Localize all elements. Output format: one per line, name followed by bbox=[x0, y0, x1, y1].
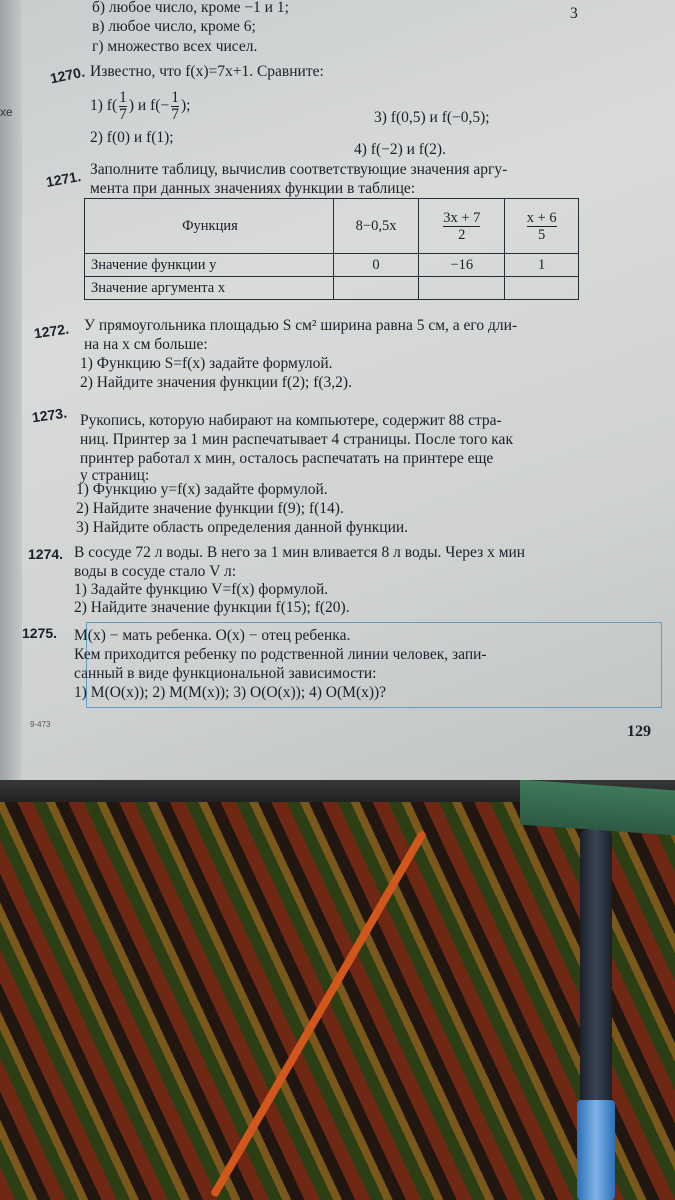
function-table bbox=[84, 198, 579, 300]
partial-line-c: в) любое число, кроме 6; bbox=[92, 18, 256, 35]
problem-1273-line2: ниц. Принтер за 1 мин распечатывает 4 страницы. После того как bbox=[80, 431, 513, 448]
problem-1271-number: 1271. bbox=[44, 168, 83, 190]
textbook-page bbox=[22, 0, 675, 780]
problem-1271-line2: мента при данных значениях функции в таблице: bbox=[90, 180, 416, 197]
problem-1275-line1: M(x) − мать ребенка. O(x) − отец ребенка. bbox=[74, 627, 351, 644]
problem-1270-item1: 1) f( $\frac{1}{7}$ ) и f(− $\frac{1}{7}$ ); bbox=[90, 89, 191, 123]
problem-1270-number: 1270. bbox=[48, 63, 87, 87]
problem-1275-line4: 1) M(O(x)); 2) M(M(x)); 3) O(O(x)); 4) O(M(x))? bbox=[74, 684, 387, 701]
problem-1275-line3: санный в виде функциональной зависимости: bbox=[74, 665, 377, 682]
problem-1273-line7: 3) Найдите область определения данной функции. bbox=[76, 519, 409, 536]
problem-1272-line3: 1) Функцию S=f(x) задайте формулой. bbox=[80, 355, 333, 372]
problem-1272-number: 1272. bbox=[32, 320, 70, 342]
problem-1270-item2: 2) f(0) и f(1); bbox=[90, 129, 174, 146]
left-page-edge bbox=[0, 0, 24, 780]
problem-1270-intro: Известно, что f(x)=7x+1. Сравните: bbox=[90, 63, 324, 80]
problem-1274-line2: воды в сосуде стало V л: bbox=[74, 563, 237, 580]
table-header-col2: $\frac{3x + 7}{2}$ bbox=[419, 199, 505, 254]
table-cell: −16 bbox=[419, 254, 505, 277]
carpet-background bbox=[0, 780, 675, 1200]
problem-1272-line1: У прямоугольника площадью S см² ширина равна 5 см, а его дли- bbox=[84, 317, 518, 334]
blue-pen-grip bbox=[577, 1100, 615, 1200]
problem-1273-line1: Рукопись, которую набирают на компьютере, содержит 88 стра- bbox=[80, 412, 502, 429]
problem-1274-line3: 1) Задайте функцию V=f(x) формулой. bbox=[74, 581, 329, 598]
partial-line-d: г) множество всех чисел. bbox=[92, 38, 258, 55]
table-header-function: Функция bbox=[85, 199, 334, 254]
table-row-label-x: Значение аргумента x bbox=[85, 277, 334, 300]
problem-1274-line4: 2) Найдите значение функции f(15); f(20). bbox=[74, 599, 350, 616]
problem-1270-item3: 3) f(0,5) и f(−0,5); bbox=[374, 109, 490, 126]
problem-1273-number: 1273. bbox=[30, 404, 68, 426]
table-cell bbox=[333, 277, 418, 300]
problem-1272-line4: 2) Найдите значения функции f(2); f(3,2). bbox=[80, 374, 352, 391]
problem-1273-line5: 1) Функцию y=f(x) задайте формулой. bbox=[76, 481, 328, 498]
table-cell: 1 bbox=[505, 254, 579, 277]
problem-1275-number: 1275. bbox=[22, 625, 58, 641]
table-cell bbox=[505, 277, 579, 300]
problem-1271-line1: Заполните таблицу, вычислив соответствующие значения аргу- bbox=[90, 161, 508, 178]
page-number: 129 bbox=[627, 723, 651, 740]
left-page-fragment: хе bbox=[0, 105, 13, 119]
table-cell bbox=[419, 277, 505, 300]
problem-1272-line2: на на x см больше: bbox=[84, 336, 208, 353]
partial-line-b: б) любое число, кроме −1 и 1; bbox=[92, 0, 289, 16]
problem-1274-line1: В сосуде 72 л воды. В него за 1 мин вливается 8 л воды. Через x мин bbox=[74, 544, 526, 561]
problem-1270-item4: 4) f(−2) и f(2). bbox=[354, 141, 446, 158]
printer-mark: 9-473 bbox=[30, 720, 51, 729]
corner-fragment: 3 bbox=[570, 5, 578, 22]
problem-1275-line2: Кем приходится ребенку по родственной линии человек, запи- bbox=[74, 646, 487, 663]
problem-1273-line4: y страниц: bbox=[80, 467, 150, 484]
table-header-col1: 8−0,5x bbox=[333, 199, 418, 254]
problem-1274-number: 1274. bbox=[28, 546, 64, 562]
table-cell: 0 bbox=[333, 254, 418, 277]
problem-1273-line6: 2) Найдите значение функции f(9); f(14). bbox=[76, 500, 344, 517]
table-row-label-y: Значение функции y bbox=[85, 254, 334, 277]
problem-1273-line3: принтер работал x мин, осталось распечатать на принтере еще bbox=[80, 450, 494, 467]
table-header-col3: $\frac{x + 6}{5}$ bbox=[505, 199, 579, 254]
